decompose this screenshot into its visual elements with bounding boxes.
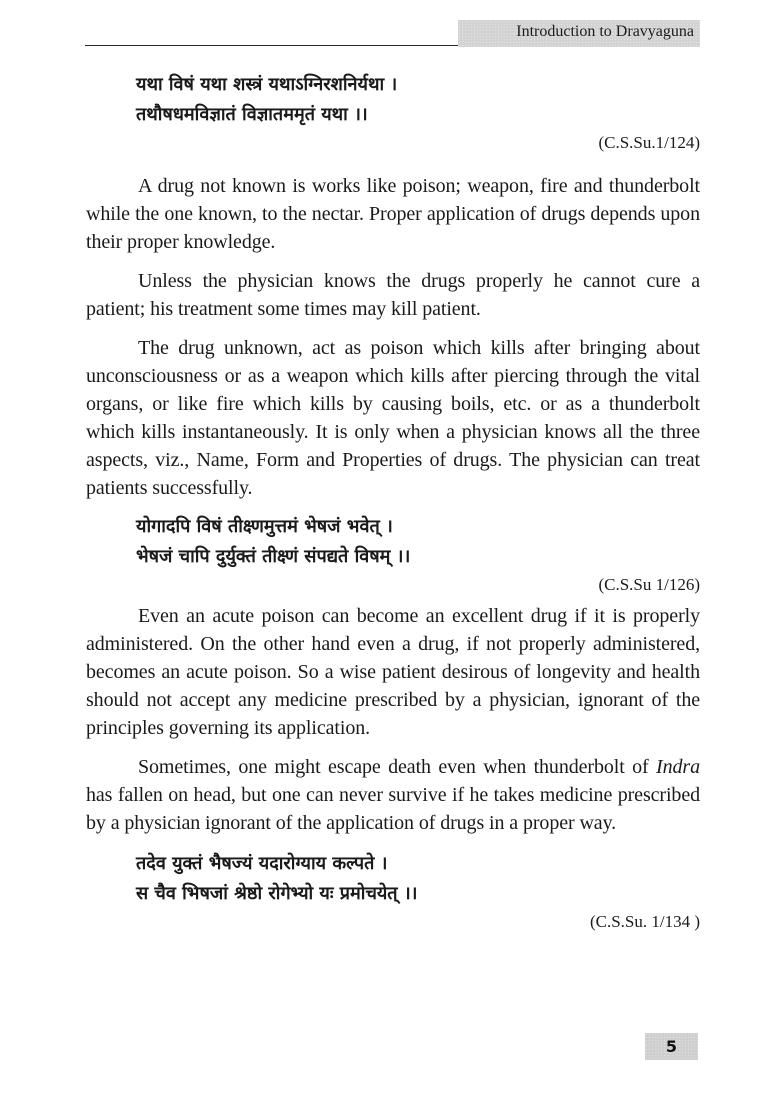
paragraph-5 — [86, 753, 700, 837]
verse-citation-3: (C.S.Su. 1/134 ) — [589, 912, 700, 931]
paragraph-1: A drug not known is works like poison; weapon, fire and thunderbolt while the one known, to the nectar. Proper application of drugs depends upon their proper knowledge. — [86, 175, 700, 253]
verse-line: तदेव युक्तं भैषज्यं यदारोग्याय कल्पते । — [136, 853, 388, 874]
sanskrit-verse-2 — [86, 512, 700, 572]
sanskrit-verse-3 — [86, 849, 700, 909]
running-header-title: Introduction to Dravyaguna — [516, 23, 694, 40]
paragraph-3: The drug unknown, act as poison which kills after bringing about unconsciousness or as a weapon which kills after piercing through the vital organs, or like fire which kills by causing boils, etc. or as a thunderbolt which kills instantaneously. It is only when a physician knows all the three aspects, viz., Name, Form and Properties of drugs. The physician can treat patients successfully. — [86, 337, 700, 499]
verse-citation-1: (C.S.Su.1/124) — [598, 133, 700, 152]
page-number-box — [645, 1033, 698, 1060]
verse-line: तथौषधमविज्ञातं विज्ञातममृतं यथा ।। — [136, 104, 368, 125]
verse-line: स चैव भिषजां श्रेष्ठो रोगेभ्यो यः प्रमोचयेत् ।। — [136, 883, 418, 904]
sanskrit-verse-1 — [86, 70, 700, 130]
verse-line: योगादपि विषं तीक्ष्णमुत्तमं भेषजं भवेत् । — [136, 516, 393, 537]
verse-line: यथा विषं यथा शस्त्रं यथाऽग्निरशनिर्यथा । — [136, 74, 398, 95]
verse-line: भेषजं चापि दुर्युक्तं तीक्ष्णं संपद्यते विषम् ।। — [136, 546, 411, 567]
running-header — [458, 20, 700, 47]
paragraph-5-text-a: Sometimes, one might escape death even when thunderbolt of — [138, 756, 657, 778]
page-number: 5 — [665, 1037, 678, 1056]
page-content — [86, 70, 700, 933]
header-rule-line — [85, 45, 459, 46]
paragraph-5-italic-term: Indra — [656, 756, 700, 778]
paragraph-4: Even an acute poison can become an excellent drug if it is properly administered. On the other hand even a drug, if not properly administered, becomes an acute poison. So a wise patient desirous of longevity and health should not accept any medicine prescribed by a physician, ignorant of the principles governing its application. — [86, 605, 700, 739]
verse-citation-2: (C.S.Su 1/126) — [598, 575, 700, 594]
paragraph-5-text-b: has fallen on head, but one can never survive if he takes medicine prescribed by a physician ignorant of the application of drugs in a proper way. — [86, 784, 700, 834]
paragraph-2: Unless the physician knows the drugs properly he cannot cure a patient; his treatment some times may kill patient. — [86, 270, 700, 320]
